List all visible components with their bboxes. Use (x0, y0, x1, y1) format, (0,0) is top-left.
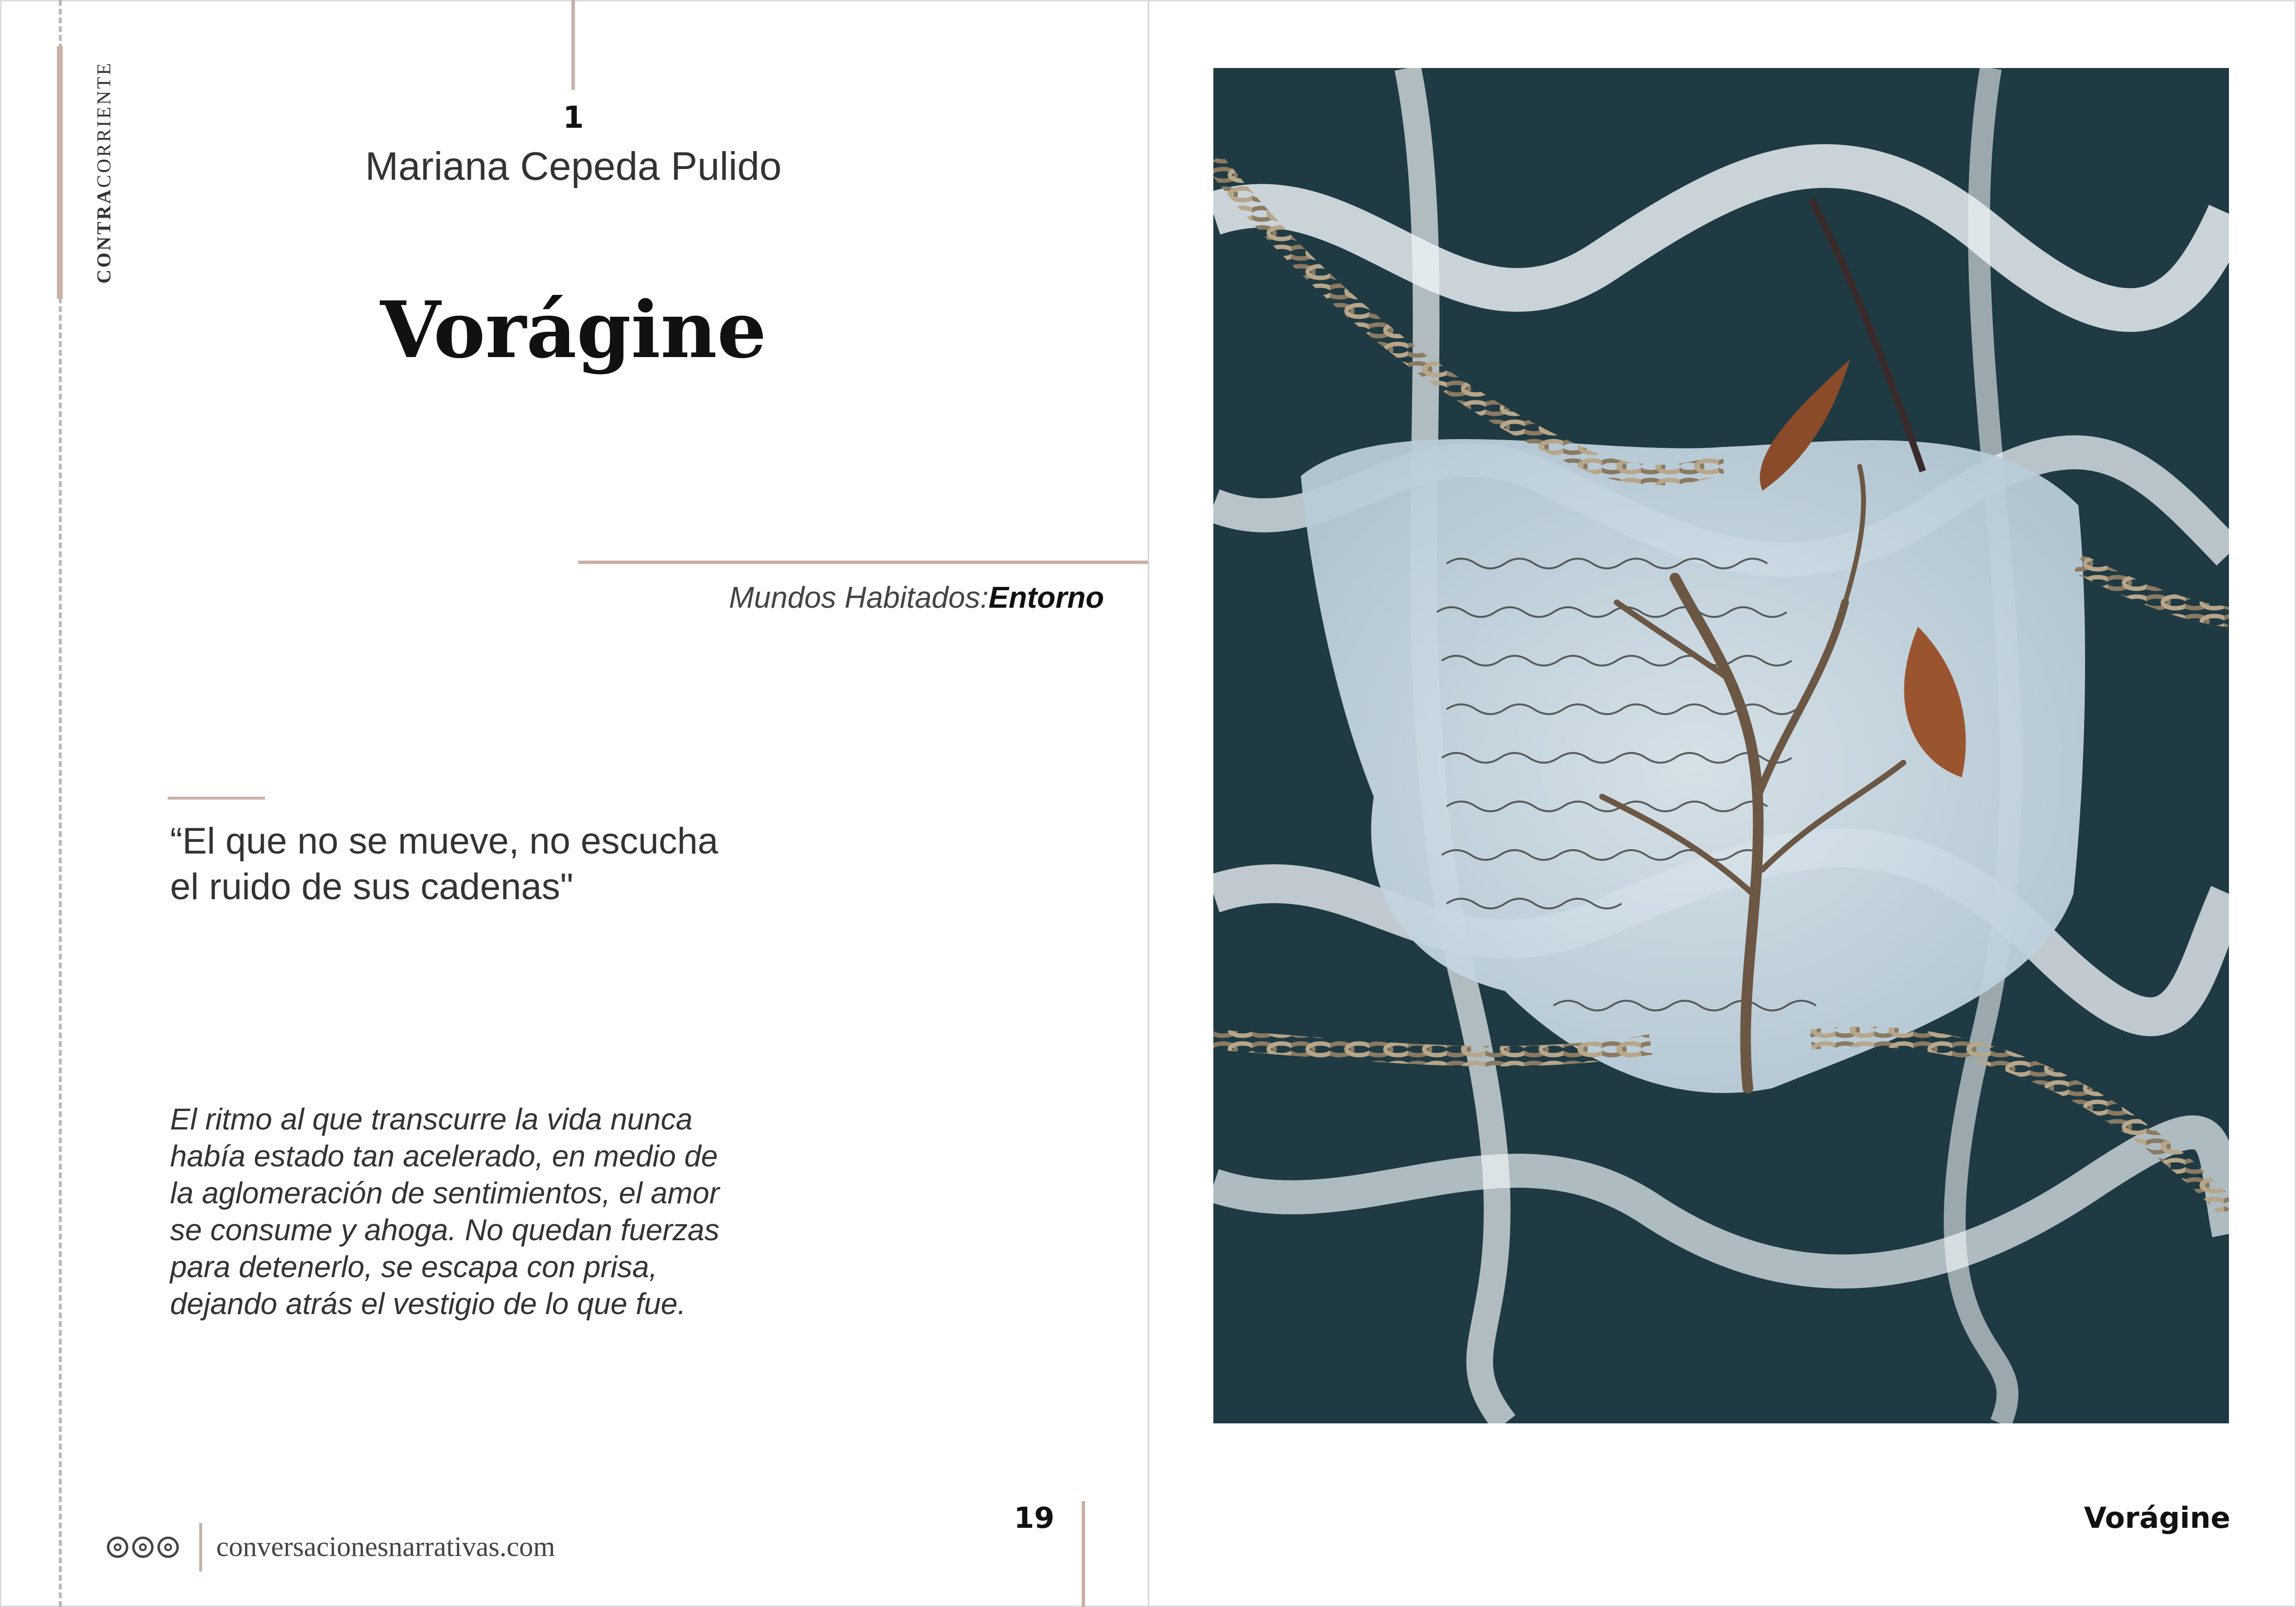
website-link[interactable]: conversacionesnarrativas.com (216, 1531, 555, 1562)
page-spine (1148, 0, 1149, 1607)
author-name: Mariana Cepeda Pulido (365, 144, 782, 188)
story-title: Vorágine (380, 284, 767, 376)
section-label (535, 581, 1104, 615)
running-title: Vorágine (2084, 1501, 2230, 1535)
section-prefix: Mundos Habitados: (729, 581, 989, 615)
story-number: 1 (563, 100, 584, 135)
top-accent-rule (571, 0, 575, 90)
collage-illustration (1213, 68, 2229, 1423)
brand-accent-bar (57, 46, 63, 299)
logo-ring-icon (132, 1537, 154, 1558)
magazine-brand (92, 61, 115, 284)
collage-artwork (1213, 68, 2229, 1423)
page-number: 19 (1014, 1501, 1054, 1535)
section-rule (578, 561, 1148, 564)
logo-ring-icon (107, 1537, 128, 1558)
logo-ring-icon (157, 1537, 179, 1558)
magazine-logo-icon (107, 1533, 185, 1562)
story-body: El ritmo al que transcurre la vida nunca había estado tan acelerado, en medio de la aglomeración de sentimientos, el amor se consume y ahoga. No quedan fuerzas para detenerlo, se escapa con prisa, dejando atrás el vestigio de lo que fue. (170, 1103, 720, 1321)
footer-separator (199, 1523, 202, 1572)
page-number-rule (1082, 1501, 1085, 1607)
brand-bold: CONTRA (93, 188, 115, 284)
section-name: Entorno (988, 581, 1104, 615)
quote-rule (168, 797, 265, 800)
brand-light: CORRIENTE (93, 61, 115, 188)
epigraph-quote: “El que no se mueve, no escucha el ruido de sus cadenas" (170, 821, 719, 907)
